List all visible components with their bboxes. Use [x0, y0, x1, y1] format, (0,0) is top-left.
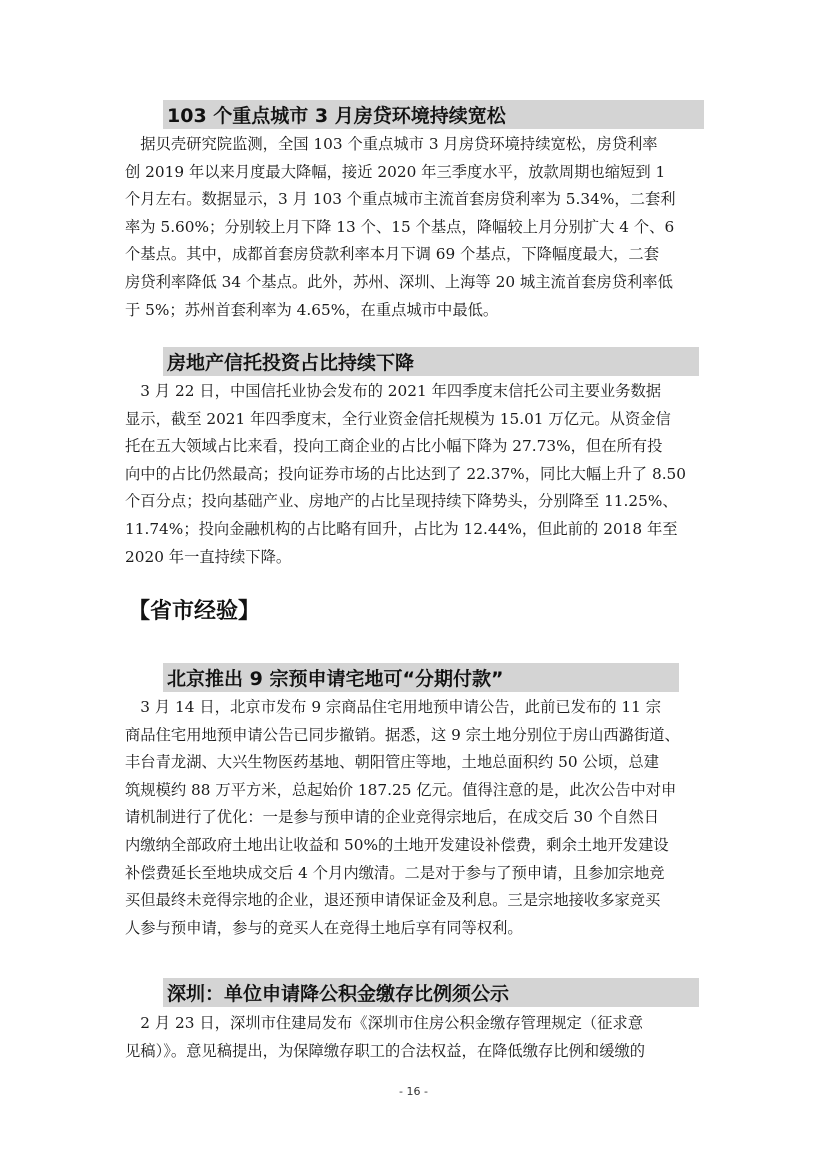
text-line: 3 月 14 日，北京市发布 9 宗商品住宅用地预申请公告，此前已发布的 11 宗 [125, 698, 662, 716]
section-heading-trust [163, 347, 699, 376]
section-heading-text: 房地产信托投资占比持续下降 [167, 352, 415, 374]
text-line: 于 5%；苏州首套利率为 4.65%，在重点城市中最低。 [125, 300, 499, 319]
text-line: 筑规模约 88 万平方米，总起始价 187.25 亿元。值得注意的是，此次公告中对申 [125, 780, 677, 799]
text-line: 补偿费延长至地块成交后 4 个月内缴清。二是对于参与了预申请，且参加宗地竞 [125, 863, 665, 882]
text-line: 据贝壳研究院监测，全国 103 个重点城市 3 月房贷环境持续宽松，房贷利率 [125, 135, 658, 153]
text-line: 买但最终未竞得宗地的企业，退还预申请保证金及利息。三是宗地接收多家竞买 [125, 891, 661, 910]
section-heading-shenzhen [163, 978, 699, 1007]
text-line: 3 月 22 日，中国信托业协会发布的 2021 年四季度末信托公司主要业务数据 [125, 382, 662, 400]
text-line: 托在五大领域占比来看，投向工商企业的占比小幅下降为 27.73%，但在所有投 [125, 437, 663, 456]
paragraph-mortgage [125, 131, 701, 324]
section-heading-mortgage [163, 100, 704, 129]
text-line: 请机制进行了优化：一是参与预申请的企业竞得宗地后，在成交后 30 个自然日 [125, 808, 659, 827]
text-line: 2020 年一直持续下降。 [125, 547, 292, 566]
text-line: 个基点。其中，成都首套房贷款利率本月下调 69 个基点，下降幅度最大，二套 [125, 245, 659, 264]
category-title: 【省市经验】 [128, 599, 261, 624]
text-line: 11.74%；投向金融机构的占比略有回升，占比为 12.44%，但此前的 2018 年至 [125, 519, 678, 538]
text-line: 显示，截至 2021 年四季度末，全行业资金信托规模为 15.01 万亿元。从资金信 [125, 409, 671, 428]
text-line: 人参与预申请，参与的竞买人在竞得土地后享有同等权利。 [125, 918, 523, 937]
text-line: 率为 5.60%；分别较上月下降 13 个、15 个基点，降幅较上月分别扩大 4 个、6 [125, 217, 675, 236]
paragraph-beijing [125, 694, 701, 942]
text-line: 房贷利率降低 34 个基点。此外，苏州、深圳、上海等 20 城主流首套房贷利率低 [125, 272, 673, 291]
text-line: 个百分点；投向基础产业、房地产的占比呈现持续下降势头，分别降至 11.25%、 [125, 492, 678, 511]
section-heading-beijing [163, 663, 679, 692]
paragraph-shenzhen [125, 1010, 701, 1065]
text-line: 丰台青龙湖、大兴生物医药基地、朝阳管庄等地，土地总面积约 50 公顷，总建 [125, 753, 659, 772]
paragraph-trust [125, 378, 701, 571]
text-line: 向中的占比仍然最高；投向证券市场的占比达到了 22.37%，同比大幅上升了 8.50 [125, 464, 687, 483]
section-heading-text: 深圳：单位申请降公积金缴存比例须公示 [167, 983, 510, 1005]
text-line: 2 月 23 日，深圳市住建局发布《深圳市住房公积金缴存管理规定（征求意 [125, 1014, 643, 1032]
page-number: - 16 - [399, 1085, 428, 1098]
section-heading-text: 103 个重点城市 3 月房贷环境持续宽松 [167, 105, 506, 127]
text-line: 个月左右。数据显示，3 月 103 个重点城市主流首套房贷利率为 5.34%，二套利 [125, 190, 676, 209]
text-line: 商品住宅用地预申请公告已同步撤销。据悉，这 9 宗土地分别位于房山西潞街道、 [125, 725, 680, 744]
text-line: 见稿）》。意见稿提出，为保障缴存职工的合法权益，在降低缴存比例和缓缴的 [125, 1041, 646, 1060]
section-heading-text: 北京推出 9 宗预申请宅地可“分期付款” [167, 668, 504, 690]
text-line: 内缴纳全部政府土地出让收益和 50%的土地开发建设补偿费，剩余土地开发建设 [125, 835, 669, 854]
text-line: 创 2019 年以来月度最大降幅，接近 2020 年三季度水平，放款周期也缩短到 1 [125, 162, 666, 181]
